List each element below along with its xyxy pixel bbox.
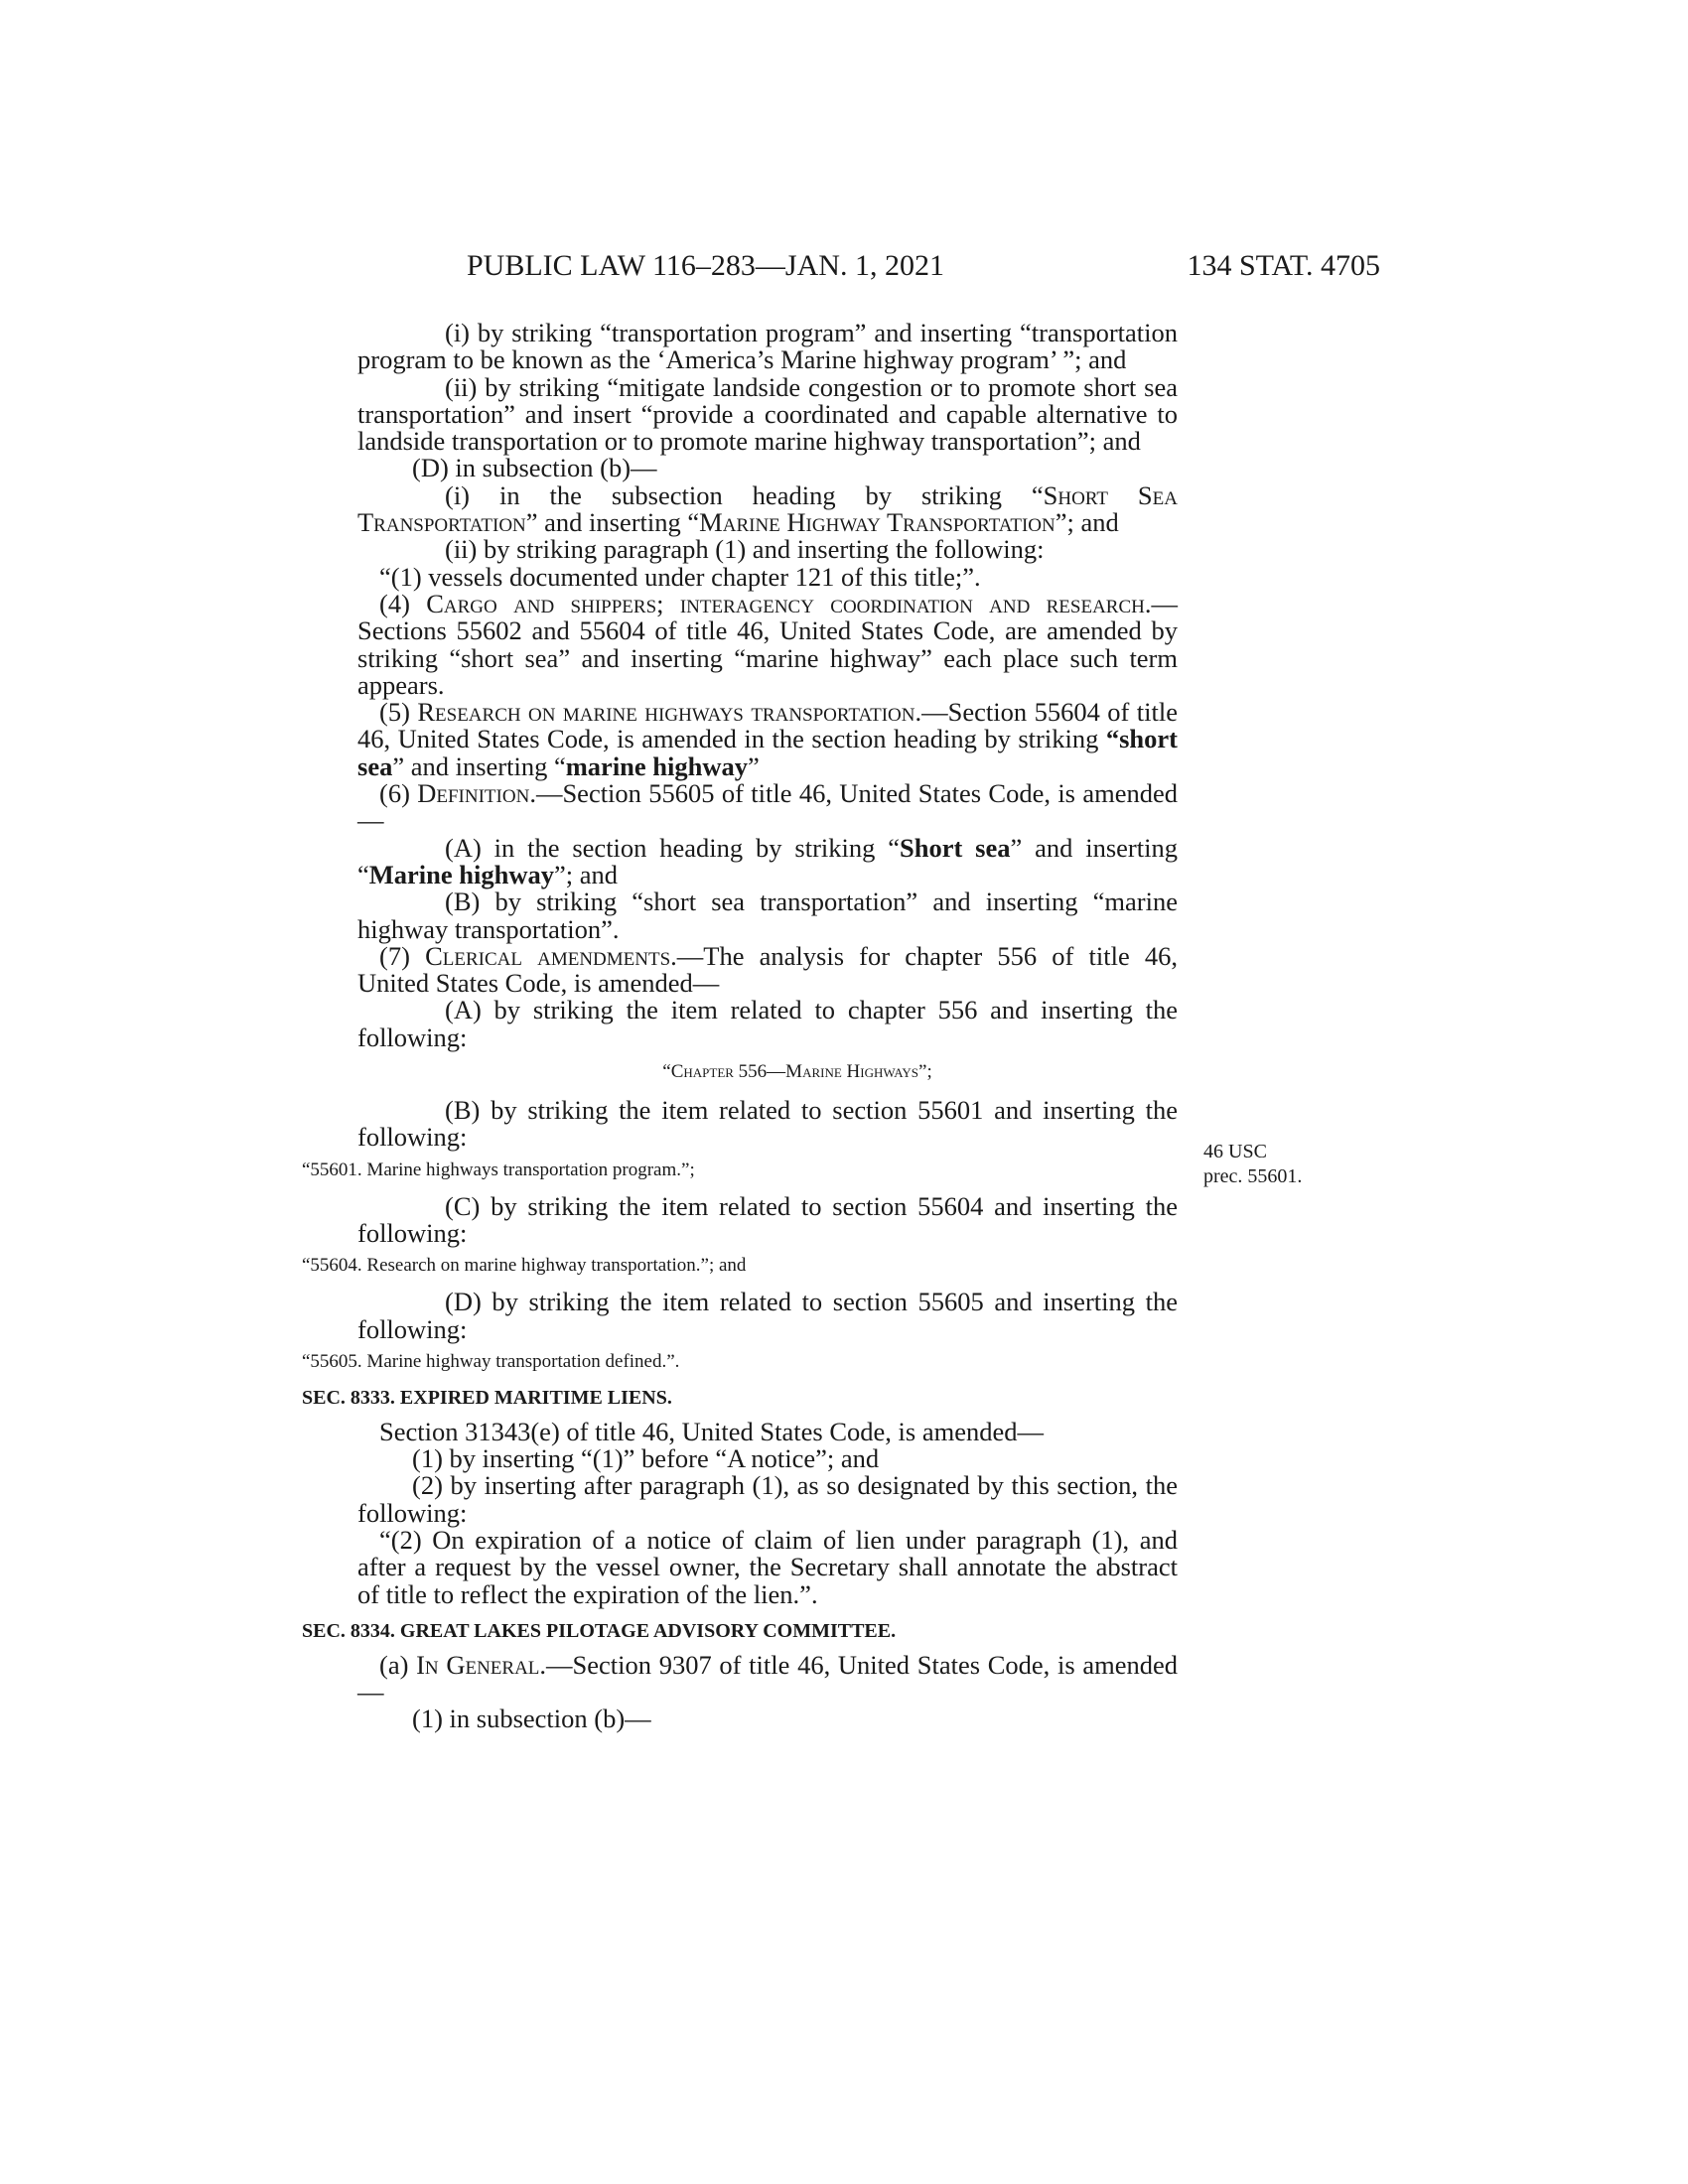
quoted-paragraph-1: “(1) vessels documented under chapter 121 of this title;”. — [379, 561, 981, 592]
clause-i-transportation-program: (i) by striking “transportation program” and inserting “transportation program to be known as the ‘America’s Marine highway program’ ”; and — [357, 318, 1178, 375]
quoted-paragraph-2-lien: “(2) On expiration of a notice of claim of lien under paragraph (1), and after a request by the vessel owner, the Secretary shall annotate the abstract of title to reflect the expiration of the lien.”. — [357, 1524, 1178, 1609]
subparagraph-a-section-heading: (A) in the section heading by striking “Short sea” and inserting “Marine highway”; and — [357, 832, 1178, 889]
statute-page-number: 134 STAT. 4705 — [1187, 249, 1380, 282]
section-8333-heading: SEC. 8333. EXPIRED MARITIME LIENS. — [302, 1386, 672, 1409]
clause-ii-mitigate-congestion: (ii) by striking “mitigate landside congestion or to promote short sea transportation” and insert “provide a coordinated and capable alternative to landside transportation or to promote marine highway transportation”; and — [357, 371, 1178, 457]
subparagraph-a-chapter-556: (A) by striking the item related to chapter 556 and inserting the following: — [357, 995, 1178, 1052]
section-8334-subsection-a: (a) In General.—Section 9307 of title 46, United States Code, is amended— — [357, 1649, 1178, 1707]
section-8334-heading: SEC. 8334. GREAT LAKES PILOTAGE ADVISORY COMMITTEE. — [302, 1619, 897, 1642]
subparagraph-d-subsection-b: (D) in subsection (b)— — [412, 453, 657, 483]
running-header — [467, 246, 1380, 296]
paragraph-7-clerical: (7) Clerical amendments.—The analysis for chapter 556 of title 46, United States Code, is amended— — [357, 940, 1178, 999]
section-8334-paragraph-1: (1) in subsection (b)— — [412, 1704, 651, 1734]
clause-ii-paragraph-1: (ii) by striking paragraph (1) and inserting the following: — [445, 534, 1045, 565]
inserted-item-55601: “55601. Marine highways transportation program.”; — [302, 1159, 695, 1180]
inserted-item-55604: “55604. Research on marine highway transportation.”; and — [302, 1255, 747, 1277]
paragraph-5-research: (5) Research on marine highways transportation.—Section 55604 of title 46, United States Code, is amended in the section heading by striking “short sea” and inserting “marine highway” — [357, 697, 1178, 781]
section-8333-paragraph-1: (1) by inserting “(1)” before “A notice”; and — [412, 1443, 880, 1474]
subparagraph-b-short-sea: (B) by striking “short sea transportation” and inserting “marine highway transportation”. — [357, 887, 1178, 944]
margin-citation-line2: prec. 55601. — [1203, 1165, 1303, 1187]
subparagraph-c-section-55604: (C) by striking the item related to section 55604 and inserting the following: — [357, 1190, 1178, 1248]
inserted-chapter-heading: “Chapter 556—Marine Highways”; — [662, 1061, 932, 1083]
margin-citation — [1203, 1140, 1302, 1189]
paragraph-4-cargo-shippers: (4) Cargo and shippers; interagency coordination and research.—Sections 55602 and 55604 of title 46, United States Code, are amended by striking “short sea” and inserting “marine highway” each place such term appears. — [357, 588, 1178, 700]
section-8333-paragraph-2: (2) by inserting after paragraph (1), as so designated by this section, the following: — [357, 1470, 1178, 1528]
law-title: PUBLIC LAW 116–283—JAN. 1, 2021 — [467, 249, 944, 282]
clause-i-subsection-heading: (i) in the subsection heading by striking “Short Sea Transportation” and inserting “Marine Highway Transportation”; and — [357, 479, 1178, 538]
page-body — [302, 318, 1178, 1734]
margin-citation-line1: 46 USC — [1203, 1141, 1267, 1162]
inserted-item-55605: “55605. Marine highway transportation defined.”. — [302, 1350, 680, 1372]
section-8333-intro: Section 31343(e) of title 46, United States Code, is amended— — [379, 1416, 1044, 1446]
subparagraph-b-section-55601: (B) by striking the item related to section 55601 and inserting the following: — [357, 1095, 1178, 1153]
paragraph-6-definition: (6) Definition.—Section 55605 of title 46, United States Code, is amended— — [357, 778, 1178, 836]
subparagraph-d-section-55605: (D) by striking the item related to section 55605 and inserting the following: — [357, 1287, 1178, 1344]
